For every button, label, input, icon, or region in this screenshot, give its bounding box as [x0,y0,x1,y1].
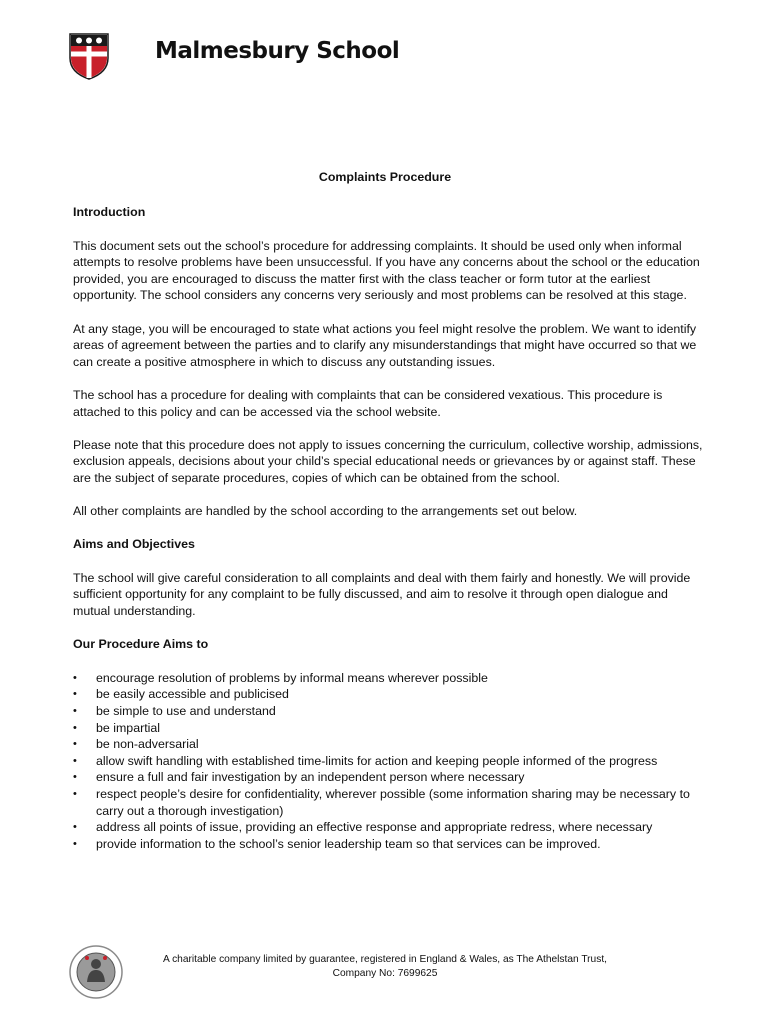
intro-paragraph: Please note that this procedure does not apply to issues concerning the curriculum, collective worship, admissions, exclusion appeals, decisions about your child’s special educational needs or grievances by or against staff. These are the subject of separate procedures, copies of which can be obtained from the school. [73,437,703,485]
footer-charity-line: A charitable company limited by guarantee, registered in England & Wales, as The Athelstan Trust, [163,954,607,965]
document-body [73,204,703,852]
bullet-icon: • [73,721,77,734]
bullet-icon: • [73,671,77,684]
list-item-text: allow swift handling with established time-limits for action and keeping people informed of the progress [96,753,658,768]
list-item-text: address all points of issue, providing an effective response and appropriate redress, where necessary [96,820,653,835]
school-crest-icon [68,32,110,80]
list-item [73,769,703,786]
list-item-text: encourage resolution of problems by informal means wherever possible [96,670,488,685]
list-item [73,836,703,853]
bullet-icon: • [73,788,77,800]
list-item [73,753,703,770]
list-item-text: ensure a full and fair investigation by an independent person where necessary [96,770,525,785]
bullet-icon: • [73,821,77,834]
bullet-icon: • [73,705,77,718]
list-item [73,736,703,753]
list-item [73,819,703,836]
intro-paragraph: At any stage, you will be encouraged to state what actions you feel might resolve the problem. We want to identify areas of agreement between the parties and to clarify any misunderstandings that might have occurred so that we can create a positive atmosphere in which to discuss any outstanding issues. [73,321,697,369]
intro-paragraph: The school has a procedure for dealing with complaints that can be considered vexatious. This procedure is attached to this policy and can be accessed via the school website. [73,387,663,419]
list-item [73,686,703,703]
list-item [73,720,703,737]
list-item-text: be simple to use and understand [96,704,276,719]
list-item-text: be easily accessible and publicised [96,687,289,702]
procedure-heading: Our Procedure Aims to [73,637,209,652]
bullet-icon: • [73,688,77,701]
aims-heading: Aims and Objectives [73,537,195,552]
list-item-text: be non-adversarial [96,737,199,752]
bullet-icon: • [73,837,77,850]
list-item [73,703,703,720]
athelstan-trust-seal-icon [68,944,124,1000]
bullet-icon: • [73,754,77,767]
bullet-icon: • [73,738,77,751]
bullet-icon: • [73,771,77,784]
footer [130,953,640,981]
aims-paragraph: The school will give careful consideration to all complaints and deal with them fairly and honestly. We will provide sufficient opportunity for any complaint to be fully discussed, and aim to resolve it through open dialogue and mutual understanding. [73,570,691,619]
document-title: Complaints Procedure [318,170,452,184]
list-item-text: provide information to the school’s senior leadership team so that services can be improved. [96,836,601,851]
list-item [73,786,703,819]
school-name: Malmesbury School [155,38,400,64]
footer-company-number: Company No: 7699625 [332,968,438,979]
list-item-text: be impartial [96,720,161,735]
intro-paragraph: This document sets out the school’s procedure for addressing complaints. It should be used only when informal attempts to resolve problems have been unsuccessful. If you have any concerns about the school or the education provided, you are encouraged to discuss the matter first with the class teacher or form tutor at the earliest opportunity. The school considers any concerns very seriously and most problems can be resolved at this stage. [73,238,700,303]
introduction-heading: Introduction [73,205,146,219]
list-item [73,670,703,687]
list-item-text: respect people’s desire for confidentiality, wherever possible (some information sharing may be necessary to carry out a thorough investigation) [96,787,690,818]
intro-paragraph: All other complaints are handled by the school according to the arrangements set out below. [73,504,578,519]
procedure-aims-list [73,670,703,853]
